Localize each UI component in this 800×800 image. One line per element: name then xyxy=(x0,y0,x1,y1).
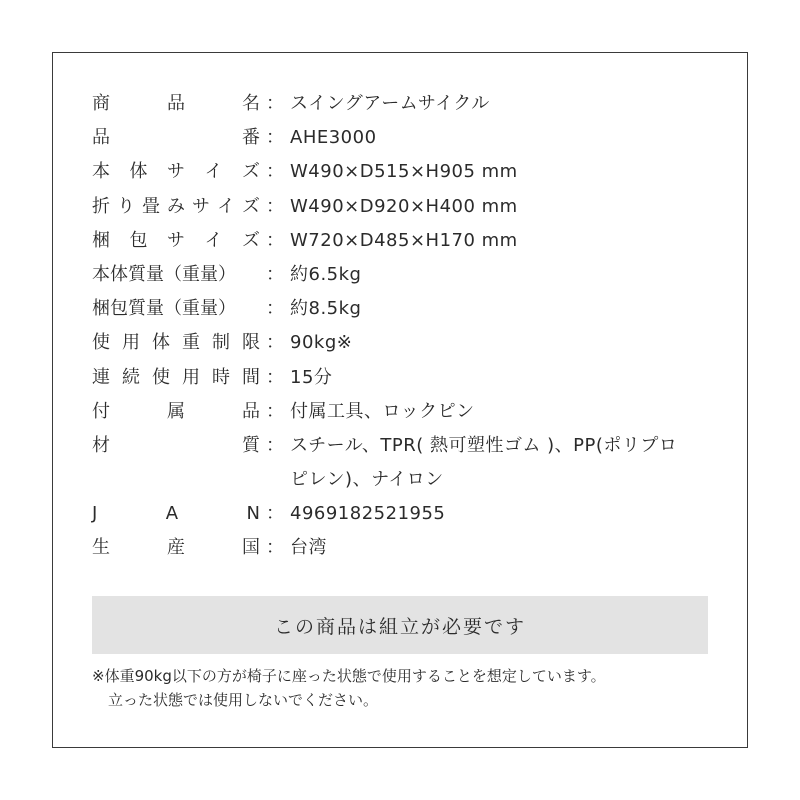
spec-label-char: N xyxy=(246,503,260,525)
spec-label-char: ズ xyxy=(242,195,260,217)
spec-row xyxy=(92,531,722,565)
spec-label-char: 限 xyxy=(242,332,260,354)
spec-label xyxy=(92,326,260,360)
spec-row xyxy=(92,224,722,258)
spec-label-char: 材 xyxy=(92,434,110,456)
spec-value: 4969182521955 xyxy=(290,503,446,525)
spec-label-char: ズ xyxy=(242,161,260,183)
spec-label-char: イ xyxy=(204,161,223,183)
usage-note-line1: ※体重90kg以下の方が椅子に座った状態で使用することを想定しています。 xyxy=(92,667,606,685)
spec-colon: ： xyxy=(266,229,284,251)
spec-colon: ： xyxy=(266,503,284,525)
spec-row xyxy=(92,258,722,292)
spec-label-char: 重 xyxy=(182,332,200,354)
spec-label-char: 使 xyxy=(92,332,110,354)
usage-note-line2: 立った状態では使用しないでください。 xyxy=(108,691,379,709)
spec-value: 約6.5kg xyxy=(290,263,362,285)
spec-label xyxy=(92,155,260,189)
spec-value: 台湾 xyxy=(290,537,327,559)
spec-row xyxy=(92,87,722,121)
spec-label-char: 連 xyxy=(92,366,110,388)
spec-value: W720×D485×H170 mm xyxy=(290,229,518,251)
spec-label xyxy=(92,531,260,565)
spec-row xyxy=(92,326,722,360)
spec-label-char: 本体質量（重量） xyxy=(92,263,236,285)
spec-label-char: 本 xyxy=(92,161,110,183)
spec-label-char: 品 xyxy=(92,127,110,149)
spec-label-char: サ xyxy=(167,229,185,251)
spec-label xyxy=(92,121,260,155)
usage-note xyxy=(92,664,722,712)
spec-label xyxy=(92,361,260,395)
spec-label-char: 質 xyxy=(242,434,260,456)
spec-row xyxy=(92,361,722,395)
spec-row xyxy=(92,395,722,429)
spec-label-char: 時 xyxy=(212,366,230,388)
spec-label xyxy=(92,429,260,463)
spec-colon: ： xyxy=(266,161,284,183)
spec-label xyxy=(92,224,260,258)
spec-label-char: J xyxy=(92,503,98,525)
spec-label-char: 番 xyxy=(242,127,260,149)
spec-label-char: 体 xyxy=(152,332,170,354)
spec-label-char: 用 xyxy=(122,332,140,354)
spec-label-char: 畳 xyxy=(142,195,160,217)
spec-label-char: 付 xyxy=(92,400,110,422)
spec-label-char: 商 xyxy=(92,93,110,114)
assembly-required-banner: この商品は組立が必要です xyxy=(92,596,708,654)
spec-value: スイングアームサイクル xyxy=(290,93,490,114)
spec-label-char: 品 xyxy=(167,93,185,114)
spec-label xyxy=(92,395,260,429)
spec-label-char: 用 xyxy=(182,366,200,388)
spec-colon: ： xyxy=(266,366,284,388)
spec-colon: ： xyxy=(266,434,284,456)
spec-colon: ： xyxy=(266,127,284,149)
spec-colon: ： xyxy=(266,298,284,320)
spec-label-char: 属 xyxy=(167,400,185,422)
spec-label-char: サ xyxy=(167,161,185,183)
spec-label-char: イ xyxy=(204,229,223,251)
spec-value: スチール、TPR( 熱可塑性ゴム )、PP(ポリプロ ピレン)、ナイロン xyxy=(290,434,678,491)
spec-label-char: 間 xyxy=(242,366,260,388)
spec-label-char: 続 xyxy=(122,366,140,388)
spec-label xyxy=(92,258,260,292)
spec-value: W490×D515×H905 mm xyxy=(290,161,518,183)
spec-colon: ： xyxy=(266,263,284,285)
spec-label-char: A xyxy=(165,503,179,525)
spec-row xyxy=(92,121,722,155)
spec-row xyxy=(92,429,722,497)
spec-label-char: 名 xyxy=(242,93,260,114)
spec-label xyxy=(92,292,260,326)
spec-label-char: 品 xyxy=(242,400,260,422)
spec-value: 15分 xyxy=(290,366,333,388)
spec-value: 90kg※ xyxy=(290,332,353,354)
spec-colon: ： xyxy=(266,400,284,422)
spec-value: AHE3000 xyxy=(290,127,377,149)
spec-colon: ： xyxy=(266,93,284,114)
spec-colon: ： xyxy=(266,195,284,217)
spec-value: W490×D920×H400 mm xyxy=(290,195,518,217)
spec-label-char: り xyxy=(117,195,135,217)
spec-label-char: 生 xyxy=(92,537,110,559)
spec-colon: ： xyxy=(266,332,284,354)
spec-colon: ： xyxy=(266,537,284,559)
spec-label xyxy=(92,87,260,121)
spec-label xyxy=(92,497,260,531)
spec-label-char: 産 xyxy=(167,537,185,559)
spec-label-char: 制 xyxy=(212,332,230,354)
spec-row xyxy=(92,155,722,189)
spec-label-char: 梱包質量（重量） xyxy=(92,298,236,320)
spec-label-char: 折 xyxy=(92,195,110,217)
spec-value: 約8.5kg xyxy=(290,298,362,320)
spec-row xyxy=(92,292,722,326)
spec-value: 付属工具、ロックピン xyxy=(290,400,475,422)
spec-row xyxy=(92,190,722,224)
spec-label-char: 包 xyxy=(129,229,148,251)
spec-label-char: 国 xyxy=(242,537,260,559)
spec-row xyxy=(92,497,722,531)
spec-label-char: 使 xyxy=(152,366,170,388)
spec-label-char: み xyxy=(167,195,185,217)
spec-list xyxy=(92,87,722,566)
spec-label xyxy=(92,190,260,224)
spec-label-char: ズ xyxy=(242,229,260,251)
spec-label-char: イ xyxy=(217,195,235,217)
spec-label-char: 梱 xyxy=(92,229,110,251)
spec-label-char: サ xyxy=(192,195,210,217)
spec-label-char: 体 xyxy=(129,161,148,183)
